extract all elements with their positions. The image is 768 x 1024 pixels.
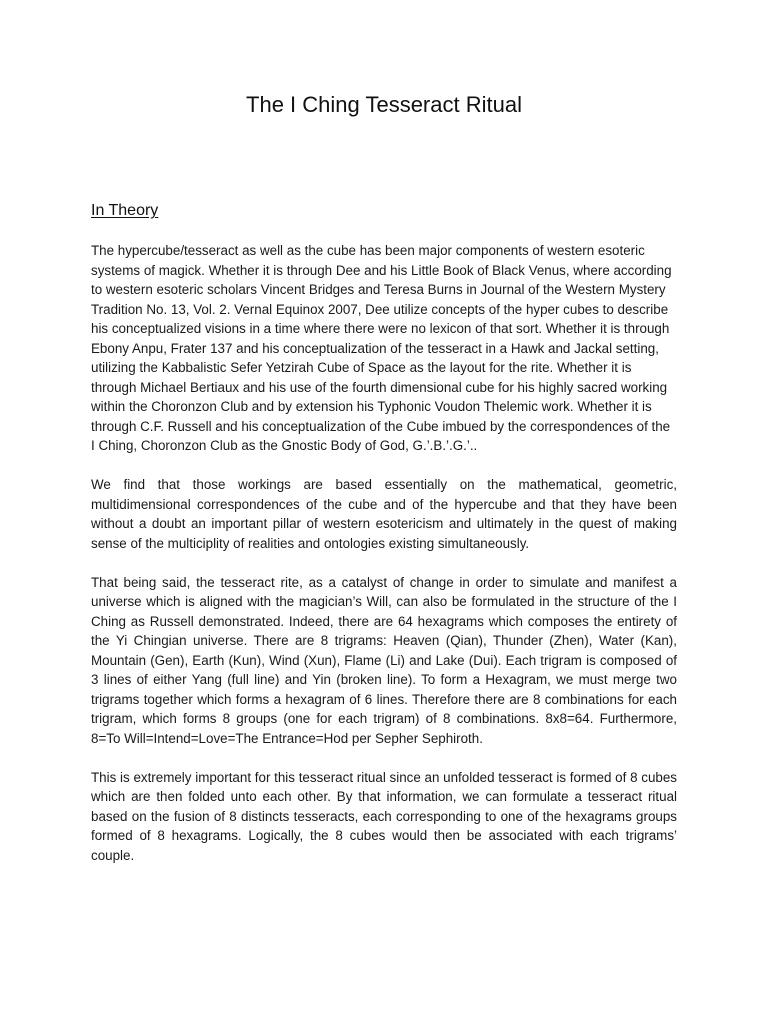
paragraph: That being said, the tesseract rite, as a catalyst of change in order to simulate and manifest a universe which is aligned with the magician’s Will, can also be formulated in the structure of the I Ching as Russell demonstrated. Indeed, there are 64 hexagrams which composes the entirety of the Yi Chingian universe. There are 8 trigrams: Heaven (Qian), Thunder (Zhen), Water (Kan), Mountain (Gen), Earth (Kun), Wind (Xun), Flame (Li) and Lake (Dui). Each trigram is composed of 3 lines of either Yang (full line) and Yin (broken line). To form a Hexagram, we must merge two trigrams together which forms a hexagram of 6 lines. Therefore there are 8 combinations for each trigram, which forms 8 groups (one for each trigram) of 8 combinations. 8x8=64. Furthermore, 8=To Will=Intend=Love=The Entrance=Hod per Sepher Sephiroth.	[91, 574, 677, 746]
section-heading: In Theory	[91, 202, 159, 219]
section-body	[91, 241, 677, 885]
paragraph: This is extremely important for this tesseract ritual since an unfolded tesseract is formed of 8 cubes which are then folded unto each other. By that information, we can formulate a tesseract ritual based on the fusion of 8 distincts tesseracts, each corresponding to one of the hexagrams groups formed of 8 hexagrams. Logically, the 8 cubes would then be associated with each trigrams’ couple.	[91, 769, 677, 863]
paragraph: The hypercube/tesseract as well as the cube has been major components of western esoteric systems of magick. Whether it is through Dee and his Little Book of Black Venus, where according to western esoteric scholars Vincent Bridges and Teresa Burns in Journal of the Western Mystery Tradition No. 13, Vol. 2. Vernal Equinox 2007, Dee utilize concepts of the hyper cubes to describe his conceptualized visions in a time where there were no lexicon of that sort. Whether it is through Ebony Anpu, Frater 137 and his conceptualization of the tesseract in a Hawk and Jackal setting, utilizing the Kabbalistic Sefer Yetzirah Cube of Space as the layout for the rite. Whether it is through Michael Bertiaux and his use of the fourth dimensional cube for his highly sacred working within the Choronzon Club and by extension his Typhonic Voudon Thelemic work. Whether it is through C.F. Russell and his conceptualization of the Cube imbued by the correspondences of the I Ching, Choronzon Club as the Gnostic Body of God, G.’.B.’.G.’..	[91, 243, 672, 453]
document-title: The I Ching Tesseract Ritual	[246, 92, 522, 117]
paragraph: We find that those workings are based essentially on the mathematical, geometric, multidimensional correspondences of the cube and of the hypercube and that they have been without a doubt an important pillar of western esotericism and ultimately in the quest of making sense of the multiciplity of realities and ontologies existing simultaneously.	[91, 477, 677, 551]
